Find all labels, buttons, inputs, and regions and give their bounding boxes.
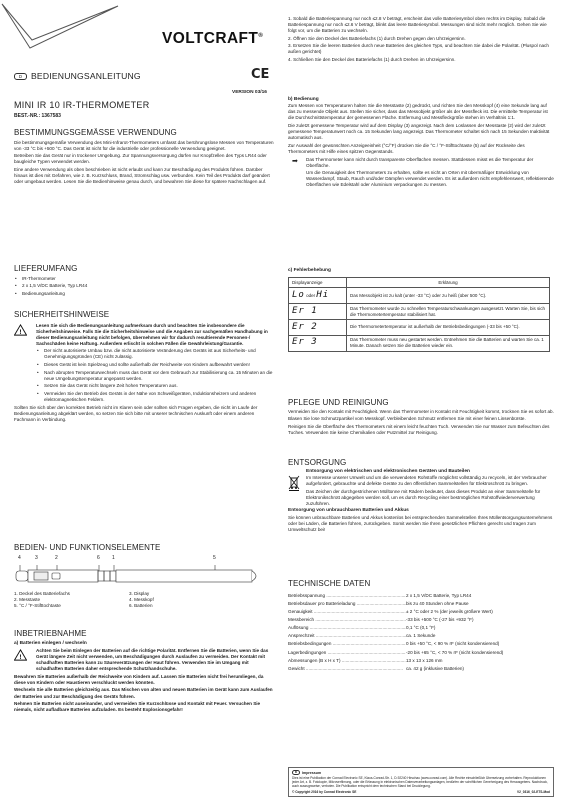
lcd-code: Er 2 — [292, 321, 318, 332]
spec-label: Lagerbedingungen ..... — [288, 650, 406, 656]
lcd-code: Lo — [292, 289, 305, 300]
paragraph: Die bestimmungsgemäße Verwendung des Mini-Infrarot-Thermometers umfasst das berührungslose Messen von Temperaturen von -33 °C bis +500 °C. Das Gerät ist nicht für die industrielle oder professionelle Verwendung geeignet. — [14, 139, 274, 151]
spec-value: ca. 1 Sekunde — [406, 633, 436, 639]
paragraph: Im Interesse unserer Umwelt und um die verwendeten Rohstoffe möglichst vollständig zu recyceln, ist der Verbraucher aufgefordert, gebrauchte und defekte Geräte zu den öffentlichen Sammelstellen für Elektroschrott zu bringen. — [306, 474, 547, 486]
list-item: • Nach abrupten Temperaturwechseln muss das Gerät vor dem Gebrauch zur Stabilisierung ca. 15 Minuten an die neue Umgebungstemperatur angepasst werden. — [36, 370, 276, 382]
spec-value: ca. 42 g (inklusive Batterien) — [406, 665, 464, 671]
step: 1. Sobald die Batteriespannung nur noch ≤2.8 V beträgt, erscheint das volle Batteriesymbol oben rechts im Display. Sobald die Batteriespannung nur noch ≤2.6 V beträgt, blinkt das leere Batteriesymbol. Messungen sind nicht mehr möglich. Gehen Sie wie folgt vor, um die Batterien zu wechseln. — [288, 16, 547, 34]
display-code-cell — [289, 288, 347, 304]
callout-numbers — [14, 555, 276, 565]
version-label: VERSION 03/16 — [232, 90, 267, 95]
heading-tech-data: TECHNISCHE DATEN — [288, 579, 371, 588]
paragraph: Bewahren Sie Batterien außerhalb der Reichweite von Kindern auf. Lassen Sie Batterien nicht frei herumliegen, da diese von Kindern oder Haustieren verschluckt werden könnten. — [14, 673, 264, 685]
imprint-box — [288, 767, 554, 797]
language-badge: D — [14, 73, 27, 80]
paragraph: Betreiben Sie das Gerät nur in trockener Umgebung. Zur Spannungsversorgung dürfen nur Knopfzellen des Typs LR44 oder baugleiche Typen verwendet werden. — [14, 153, 267, 165]
warning-icon — [14, 649, 27, 661]
heading-disposal: ENTSORGUNG — [288, 458, 347, 467]
paragraph: Wechseln Sie alle Batterien gleichzeitig aus. Das Mischen von alten und neuen Batterien im Gerät kann zum Auslaufen der Batterien und zur Beschädigung des Geräts führen. — [14, 687, 273, 699]
table-header-row — [289, 278, 550, 288]
part-label: 1. Deckel des Batteriefachs — [14, 591, 70, 596]
spec-value: -20 bis +65 °C, < 70 % rF (nicht kondensierend) — [406, 649, 504, 655]
crossed-bin-icon — [288, 475, 300, 491]
explanation-cell: Die Thermometertemperatur ist außerhalb der Betriebsbedingungen (-33 bis +50 °C). — [347, 320, 550, 336]
display-code-cell — [289, 320, 347, 336]
note: Um die Genauigkeit des Thermometers zu erhalten, sollte es nicht an Orten mit übermäßiger Entwicklung von Wasserdampf, Staub, Rauch und/oder Dämpfen verwendet werden. Es ist außerdem nicht empfehlenswert, reflektierende Oberflächen wie Edelstahl oder Aluminium verpackungen zu messen. — [306, 170, 554, 188]
part-label: 3. Display — [129, 591, 150, 596]
section-operation — [288, 97, 554, 190]
section-safety — [14, 310, 276, 425]
display-code-cell — [289, 304, 347, 320]
paragraph: Sollten Sie sich über den korrekten Betrieb nicht im Klaren sein oder sollten sich Fragen ergeben, die nicht im Laufe der Bedienungsanleitung abgeklärt werden, so setzen Sie sich bitte mit unserer technischen Auskunft oder einem anderen Fachmann in Verbindung. — [14, 404, 258, 422]
callout-label: 6 — [97, 555, 100, 561]
spec-value: -33 bis +500 °C (-27 bis +932 °F) — [406, 617, 474, 623]
table-header: Erklärung — [347, 278, 550, 288]
heading-parts: BEDIEN- UND FUNKTIONSELEMENTE — [14, 543, 161, 552]
paragraph: Vermeiden Sie den Kontakt mit Feuchtigkeit. Wenn das Thermometer in Kontakt mit Feuchtigkeit kommt, trocknen Sie es sofort ab. — [288, 408, 554, 414]
paragraph: Das Zeichen der durchgestrichenen Mülltonne mit Rädern bedeutet, dass dieses Produkt an einer Sammelstelle für Elektronikschrott abgegeben werden soll, um es durch Recycling einer bestmöglichen Rohstoffwiederverwertung zuzuführen. — [306, 488, 541, 506]
safety-warning: Lesen Sie sich die Bedienungsanleitung aufmerksam durch und beachten Sie insbesondere die Sicherheitshinweise. Falls Sie die Sicherheitshinweise und die Angaben zur sachgemäßen Handhabung in dieser Bedienungsanleitung nicht befolgen, übernehmen wir für dadurch resultierende Personen-/ Sachschäden keine Haftung. Außerdem erlischt in solchen Fällen die Gewährleistung/Garantie. — [36, 322, 268, 346]
lcd-code: Er 1 — [292, 305, 318, 316]
paragraph: Eine andere Verwendung als oben beschrieben ist nicht erlaubt und kann zur Beschädigung des Produkts führen. Darüber hinaus ist dies mit Gefahren, wie z. B. Kurzschluss, Brand, Stromschlag usw. verbunden. Kein Teil des Produkts darf geändert oder umgebaut werden. Lesen Sie die Bedienhinweise genau durch, und bewahren Sie diese für spätere Nachschlagen auf. — [14, 166, 270, 185]
table-row — [289, 335, 550, 351]
spec-row — [288, 666, 554, 672]
spec-label: Betriebsbedingungen ..... — [288, 641, 406, 647]
code-alt: oder — [306, 292, 316, 298]
product-title: MINI IR 10 IR-THERMOMETER — [14, 100, 150, 110]
subheading-electronics-disposal: Entsorgung von elektrischen und elektronischen Geräten und Bauteilen — [306, 468, 470, 474]
doc-title: D BEDIENUNGSANLEITUNG — [14, 71, 141, 82]
list-item: • Dieses Gerät ist kein Spielzeug und sollte außerhalb der Reichweite von Kindern aufbewahrt werden! — [36, 362, 276, 368]
table-row — [289, 304, 550, 320]
section-intended-use — [14, 128, 276, 187]
spec-label: Gewicht ..... — [288, 666, 406, 672]
subheading-battery-disposal: Entsorgung von unbrauchbaren Batterien und Akkus — [288, 508, 409, 514]
callout-label: 3 — [35, 555, 38, 561]
heading-safety: SICHERHEITSHINWEISE — [14, 310, 110, 319]
arrow-icon: ➡ — [292, 157, 298, 165]
paragraph: Blasen Sie lose Schmutzpartikel vom Messkopf. Verbleibenden Schmutz entfernen Sie mit einer feinen Linsenbürste. — [288, 416, 526, 422]
spec-row — [288, 641, 554, 647]
list-item: • Vermeiden Sie den Betrieb des Geräts in der Nähe von Schweißgeräten, Induktionsheizern und anderen elektromagnetischen Feldern. — [36, 391, 276, 403]
order-number: BEST.-NR.: 1367583 — [14, 113, 61, 119]
callout-label: 4 — [18, 555, 21, 561]
callout-label: 1 — [112, 555, 115, 561]
paragraph: Nehmen Sie Batterien nicht auseinander, und vermeiden Sie Kurzschlüsse und Kontakt mit Feuer. Versuchen Sie niemals, nicht aufladbare Batterien aufzuladen. Es besteht Explosionsgefahr! — [14, 701, 261, 713]
step: 3. Ersetzen Sie die leeren Batterien durch neue Batterien des gleichen Typs, und beachten Sie dabei die Polarität. (Pluspol nach außen gerichtet) — [288, 43, 549, 55]
section-delivery — [14, 264, 276, 299]
note: Das Thermometer kann nicht durch transparente Oberflächen messen. Stattdessen misst es die Temperatur der Oberfläche. — [306, 156, 534, 168]
spec-row — [288, 609, 554, 615]
imprint-text: Dies ist eine Publikation der Conrad Electronic SE, Klaus-Conrad-Str. 1, D-92240 Hirschau (www.conrad.com). Alle Rechte einschließlich Übersetzung vorbehalten. Reproduktionen jeder Art, z. B. Fotokopie, Mikroverfilmung, oder die Erfassung in elektronischen Datenverarbeitungsanlagen, bedürfen der schriftlichen Genehmigung des Herausgebers. Nachdruck, auch auszugsweise, verboten. Die Publikation entspricht dem technischen Stand bei Drucklegung. — [292, 775, 548, 789]
spec-value: bis zu 40 Stunden ohne Pause — [406, 600, 469, 606]
callout-label: 5 — [213, 555, 216, 561]
svg-text:!: ! — [19, 328, 22, 336]
callout-label: 2 — [55, 555, 58, 561]
battery-steps — [288, 16, 554, 64]
spec-label: Genauigkeit ..... — [288, 609, 406, 615]
spec-row — [288, 658, 554, 664]
brand-swoosh-logo — [0, 0, 120, 60]
part-label: 4. Messkopf — [129, 597, 154, 603]
lcd-code: Hi — [316, 289, 330, 300]
explanation-cell: Das Messobjekt ist zu kalt (unter -33 °C) oder zu heiß (über 500 °C). — [347, 288, 550, 304]
subheading-troubleshooting: c) Fehlerbehebung — [288, 268, 331, 273]
spec-label: Betriebsdauer pro Batterieladung ..... — [288, 601, 406, 607]
spec-row — [288, 601, 554, 607]
part-label: 6. Batterien — [129, 603, 153, 609]
subheading-operation: b) Bedienung — [288, 97, 319, 102]
spec-label: Ansprechzeit ..... — [288, 633, 406, 639]
spec-label: Auflösung ..... — [288, 625, 406, 631]
thermometer-diagram — [14, 565, 264, 587]
table-row — [289, 288, 550, 304]
copyright: © Copyright 2016 by Conrad Electronic SE — [292, 789, 357, 794]
list-item: • Der nicht autorisierte Umbau bzw. die nicht autorisierte Veränderung des Geräts ist aus Sicherheits- und Genehmigungsgründen (CE) nicht zulässig. — [36, 348, 276, 360]
spec-label: Messbereich ..... — [288, 617, 406, 623]
spec-label: Betriebsspannung ..... — [288, 593, 406, 599]
section-troubleshooting — [288, 268, 554, 352]
paragraph: Zum Messen von Temperaturen halten Sie die Messtaste (2) gedrückt, und richten Sie den Messkopf (4) eine Sekunde lang auf das zu messende Objekt aus. Stellen Sie sicher, dass das Messobjekt größer als der Messfleck ist. Die ermittelte Temperatur ist die Durchschnittstemperatur der gemessenen Fläche. Entfernung und Messfleckgröße stehen im Verhältnis 1:1. — [288, 103, 548, 121]
spec-row — [288, 633, 554, 639]
subheading-batteries: a) Batterien einlegen / wechseln — [14, 640, 87, 646]
list-item: • Bedienungsanleitung — [14, 291, 276, 297]
explanation-cell: Das Thermometer muss neu gestartet werden. Entnehmen Sie die Batterien und warten Sie ca. 1 Minute. Danach setzen Sie die Batterien wieder ein. — [347, 335, 550, 351]
table-header: Displayanzeige — [289, 278, 347, 288]
heading-delivery: LIEFERUMFANG — [14, 264, 78, 273]
error-table — [288, 277, 550, 351]
parts-list — [14, 591, 234, 609]
heading-startup: INBETRIEBNAHME — [14, 629, 87, 638]
list-item: • IR-Thermometer — [14, 276, 276, 282]
part-label: 5. °C / °F-Stifttochtaste — [14, 603, 61, 609]
display-code-cell — [289, 335, 347, 351]
step: 2. Öffnen Sie den Deckel des Batteriefachs (1) durch Drehen gegen den Uhrzeigersinn. — [288, 35, 466, 41]
imprint-title: D Impressum — [292, 770, 550, 776]
brand-logo: VOLTCRAFT® — [162, 30, 264, 47]
battery-warning: Achten Sie beim Einlegen der Batterien auf die richtige Polarität. Entfernen Sie die Batterien, wenn Sie das Gerät längere Zeit nicht verwenden, um Beschädigungen durch Auslaufen zu vermeiden. Der Kontakt mit schadhaften Batterien kann zu Säureverätzungen der Haut führen. Verwenden Sie im Umgang mit schadhaften Batterien daher entsprechende Schutzhandschuhe. — [36, 647, 269, 672]
language-badge: D — [292, 770, 300, 775]
paragraph: Sie können unbrauchbare Batterien und Akkus kostenlos bei entsprechenden Sammelstellen Ihres Müllentsorgungsunternehmens oder bei Läden, die Batterien führen, zurückgeben. Somit werden Sie Ihren gesetzlichen Pflichten gerecht und tragen zum Umweltschutz bei! — [288, 514, 553, 532]
lcd-code: Er 3 — [292, 337, 318, 348]
part-label: 2. Messtaste — [14, 597, 41, 603]
doc-code: V2_0316_02-ETS-Mod — [517, 789, 550, 794]
section-disposal — [288, 458, 554, 534]
section-tech-data — [288, 579, 554, 674]
spec-row — [288, 650, 554, 656]
heading-intended-use: BESTIMMUNGSGEMÄSSE VERWENDUNG — [14, 128, 177, 137]
spec-row — [288, 593, 554, 599]
warning-icon — [14, 324, 27, 336]
list-item: • Setzen Sie das Gerät nicht längere Zeit hohen Temperaturen aus. — [36, 383, 276, 389]
spec-value: 0 bis +50 °C, < 90 % rF (nicht kondensierend) — [406, 641, 500, 647]
step: 4. Schließen Sie den Deckel des Batteriefachs (1) durch Drehen im Uhrzeigersinn. — [288, 56, 456, 62]
paragraph: Die zuletzt gemessene Temperatur wird auf dem Display (3) angezeigt. Nach dem Loslassen der Messtaste (2) wird der zuletzt gemessene Temperaturwert noch ca. 15 Sekunden lang angezeigt. Das Thermometer schaltet sich nach 15 Sekunden Inaktivität automatisch aus. — [288, 123, 550, 141]
spec-value: 2 x 1,5 V/DC Batterie, Typ LR44 — [406, 592, 472, 598]
explanation-cell: Das Thermometer wurde zu schnellen Temperaturschwankungen ausgesetzt. Warten Sie, bis sich die Thermometertemperatur stabilisiert hat. — [347, 304, 550, 320]
section-startup — [14, 629, 276, 715]
section-parts — [14, 543, 276, 554]
section-care — [288, 398, 554, 438]
paragraph: Reinigen Sie die Oberfläche des Thermometers mit einem leicht feuchten Tuch. Verwenden Sie nur Wasser zum Befeuchten des Tuches. Verwenden Sie keine Chemikalien oder Putzmittel zur Reinigung. — [288, 423, 550, 435]
table-row — [289, 320, 550, 336]
ce-mark-logo: CE — [251, 67, 270, 82]
spec-value: 0,1 °C (0,1 °F) — [406, 625, 436, 631]
paragraph: Zur Auswahl der gewünschten Anzeigeeinheit (°C/°F) drücken Sie die °C / °F-Stifttochtaste (5) auf der Rückseite des Thermometers mit Hilfe eines spitzen Gegenstands. — [288, 142, 525, 154]
spec-row — [288, 617, 554, 623]
spec-row — [288, 625, 554, 631]
heading-care: PFLEGE UND REINIGUNG — [288, 398, 389, 407]
spec-value: ± 2 °C oder 2 % (der jeweils größere Wert) — [406, 608, 493, 614]
svg-text:!: ! — [19, 654, 22, 661]
spec-value: 13 x 13 x 126 mm — [406, 657, 443, 663]
spec-label: Abmessungen (B x H x T) ..... — [288, 658, 406, 664]
list-item: • 2 x 1,5 V/DC Batterie, Typ LR44 — [14, 283, 276, 289]
